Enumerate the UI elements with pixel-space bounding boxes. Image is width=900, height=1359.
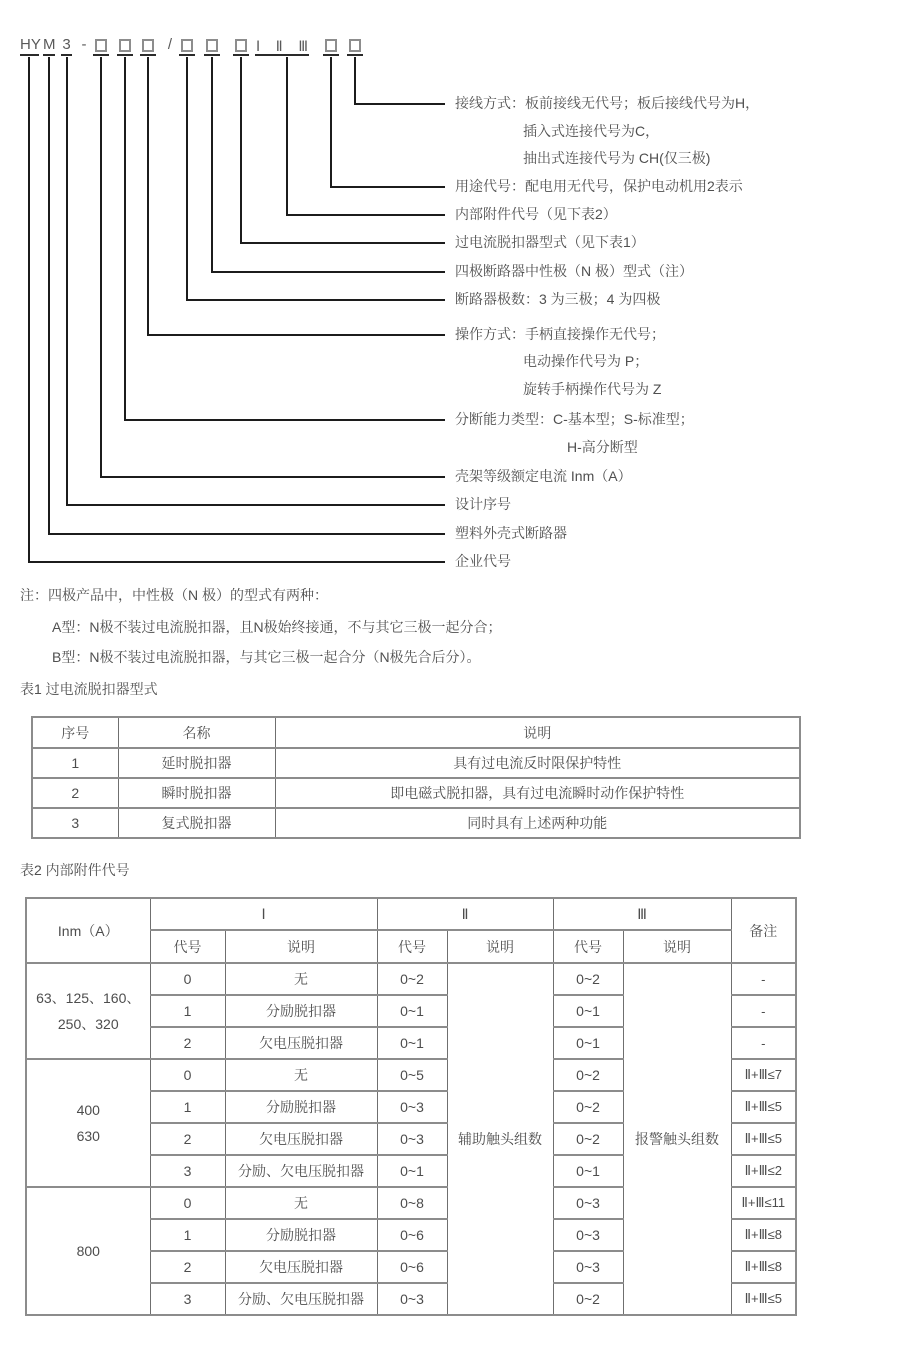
t2-cell: 0~1 [553, 1027, 623, 1059]
t2-cell: 0~1 [377, 1155, 447, 1187]
t1-cell: 3 [32, 808, 118, 838]
t1-cell: 延时脱扣器 [118, 748, 275, 778]
t2-cell: 0~2 [377, 963, 447, 995]
blank-box-icon [181, 39, 193, 52]
inm-line1: 63、125、160、 [36, 990, 141, 1006]
leader-line [147, 57, 149, 336]
t2-cell: 1 [150, 1091, 225, 1123]
t2-cell: 无 [225, 963, 377, 995]
callout-design-serial: 设计序号 [455, 496, 511, 512]
t2-cell: 0 [150, 963, 225, 995]
t2-cell: 分励脱扣器 [225, 995, 377, 1027]
t2-cell: 欠电压脱扣器 [225, 1027, 377, 1059]
table2-header-row1 [26, 898, 796, 930]
leader-line [286, 57, 288, 216]
leader-line [147, 334, 445, 336]
leader-line [66, 504, 445, 506]
note-line1: 注：四极产品中，中性极（N 极）的型式有两种： [20, 587, 328, 603]
leader-line [186, 57, 188, 301]
blank-box-icon [142, 39, 154, 52]
table2-internal-accessory-codes [25, 897, 797, 1316]
leader-line [48, 533, 445, 535]
code-slash: / [167, 36, 173, 53]
t2-aux-contacts-label: 辅助触头组数 [447, 963, 553, 1315]
t2-cell: 分励脱扣器 [225, 1219, 377, 1251]
inm-line2: 630 [76, 1128, 100, 1144]
leader-line [28, 57, 30, 563]
t2-inm-group1 [26, 963, 150, 1059]
t2-cell: 0~6 [377, 1251, 447, 1283]
callout-frame-current: 壳架等级额定电流 Inm（A） [455, 468, 632, 484]
roman-one: Ⅰ [256, 38, 261, 54]
leader-line [240, 242, 445, 244]
t2-subheader-desc: 说明 [225, 930, 377, 963]
blank-box-icon [325, 39, 337, 52]
leader-line [211, 57, 213, 273]
code-box-release-type [233, 37, 249, 56]
leader-line [354, 57, 356, 105]
table-row [32, 748, 800, 778]
t1-header-index: 序号 [32, 717, 118, 748]
t2-remark-cell: Ⅱ+Ⅲ≤5 [731, 1123, 796, 1155]
blank-box-icon [119, 39, 131, 52]
code-box-neutral-type [204, 37, 220, 56]
leader-line [354, 103, 445, 105]
blank-box-icon [95, 39, 107, 52]
t2-cell: 0~1 [553, 995, 623, 1027]
leader-line [66, 57, 68, 506]
t2-cell: 0~3 [377, 1123, 447, 1155]
callout-breaking-line2: H-高分断型 [567, 439, 638, 455]
t2-cell: 分励、欠电压脱扣器 [225, 1155, 377, 1187]
t2-cell: 0~3 [377, 1091, 447, 1123]
leader-line [28, 561, 445, 563]
roman-two: Ⅱ [275, 38, 283, 54]
t2-header-remark: 备注 [731, 898, 796, 963]
t2-cell: 0~5 [377, 1059, 447, 1091]
leader-line [330, 57, 332, 188]
t2-remark-cell: Ⅱ+Ⅲ≤8 [731, 1219, 796, 1251]
code-box-poles [179, 37, 195, 56]
leader-line [100, 57, 102, 478]
t2-cell: 0~2 [553, 1283, 623, 1315]
t2-cell: 0~6 [377, 1219, 447, 1251]
callout-accessory: 内部附件代号（见下表2） [455, 206, 617, 222]
callout-wiring-line3: 抽出式连接代号为 CH(仅三极) [523, 150, 711, 166]
t2-remark-cell: Ⅱ+Ⅲ≤2 [731, 1155, 796, 1187]
t2-header-group3: Ⅲ [553, 898, 731, 930]
leader-line [186, 299, 445, 301]
table1-caption: 表1 过电流脱扣器型式 [20, 681, 158, 697]
t2-inm-group3 [26, 1187, 150, 1315]
t2-inm-group2 [26, 1059, 150, 1187]
t2-cell: 分励、欠电压脱扣器 [225, 1283, 377, 1315]
leader-line [48, 57, 50, 535]
t2-subheader-code: 代号 [150, 930, 225, 963]
t2-cell: 欠电压脱扣器 [225, 1123, 377, 1155]
t2-cell: 欠电压脱扣器 [225, 1251, 377, 1283]
t2-cell: 0~1 [377, 1027, 447, 1059]
t2-header-group1: Ⅰ [150, 898, 377, 930]
table2-caption: 表2 内部附件代号 [20, 862, 130, 878]
note-line3: B型：N极不装过电流脱扣器，与其它三极一起合分（N极先合后分）。 [52, 649, 481, 665]
table-row [26, 963, 796, 995]
table1-header-row [32, 717, 800, 748]
inm-line1: 800 [76, 1243, 100, 1259]
blank-box-icon [349, 39, 361, 52]
t1-cell: 2 [32, 778, 118, 808]
t2-cell: 0~2 [553, 1059, 623, 1091]
t1-cell: 瞬时脱扣器 [118, 778, 275, 808]
t2-cell: 0~2 [553, 963, 623, 995]
t2-remark-cell: - [731, 995, 796, 1027]
leader-line [211, 271, 445, 273]
t2-cell: 1 [150, 1219, 225, 1251]
t2-subheader-desc: 说明 [447, 930, 553, 963]
t2-remark-cell: Ⅱ+Ⅲ≤8 [731, 1251, 796, 1283]
t2-cell: 2 [150, 1251, 225, 1283]
leader-line [124, 57, 126, 421]
code-design-no: 3 [61, 37, 72, 56]
blank-box-icon [235, 39, 247, 52]
t1-header-desc: 说明 [275, 717, 800, 748]
callout-neutral: 四极断路器中性极（N 极）型式（注） [455, 263, 693, 279]
t2-cell: 0~2 [553, 1123, 623, 1155]
leader-line [240, 57, 242, 244]
t2-subheader-desc: 说明 [623, 930, 731, 963]
t2-alarm-contacts-label: 报警触头组数 [623, 963, 731, 1315]
callout-operation-line1: 操作方式：手柄直接操作无代号； [455, 326, 665, 342]
code-box-operation [140, 37, 156, 56]
t2-cell: 0~3 [377, 1283, 447, 1315]
t2-cell: 0 [150, 1059, 225, 1091]
t2-remark-cell: Ⅱ+Ⅲ≤11 [731, 1187, 796, 1219]
t2-remark-cell: Ⅱ+Ⅲ≤7 [731, 1059, 796, 1091]
t2-cell: 0~3 [553, 1251, 623, 1283]
t2-cell: 2 [150, 1123, 225, 1155]
callout-operation-line3: 旋转手柄操作代号为 Z [523, 381, 662, 397]
t2-cell: 0 [150, 1187, 225, 1219]
callout-wiring-line2: 插入式连接代号为C， [523, 123, 660, 139]
callout-company: 企业代号 [455, 553, 511, 569]
t1-cell: 复式脱扣器 [118, 808, 275, 838]
t2-remark-cell: - [731, 963, 796, 995]
inm-line2: 250、320 [57, 1016, 119, 1032]
t2-header-group2: Ⅱ [377, 898, 553, 930]
t2-subheader-code: 代号 [553, 930, 623, 963]
code-dash: - [81, 36, 87, 53]
code-company-letters: HY [20, 37, 39, 56]
callout-breaking-line1: 分断能力类型：C-基本型；S-标准型； [455, 411, 694, 427]
code-box-wiring [347, 37, 363, 56]
callout-poles: 断路器极数：3 为三极；4 为四极 [455, 291, 661, 307]
roman-three: Ⅲ [298, 38, 308, 54]
t2-cell: 1 [150, 995, 225, 1027]
table-row [32, 808, 800, 838]
callout-usage: 用途代号：配电用无代号，保护电动机用2表示 [455, 178, 743, 194]
t2-cell: 0~2 [553, 1091, 623, 1123]
t1-cell: 同时具有上述两种功能 [275, 808, 800, 838]
t1-cell: 1 [32, 748, 118, 778]
t2-cell: 无 [225, 1059, 377, 1091]
t2-cell: 0~3 [553, 1219, 623, 1251]
code-roman-group [255, 37, 309, 56]
inm-line1: 400 [76, 1102, 100, 1118]
table1-overcurrent-release [31, 716, 801, 839]
t2-header-inm: Inm（A） [26, 898, 150, 963]
t2-remark-cell: Ⅱ+Ⅲ≤5 [731, 1091, 796, 1123]
model-code-diagram [0, 0, 900, 580]
t2-remark-cell: - [731, 1027, 796, 1059]
code-type-letter: M [43, 37, 55, 56]
t2-cell: 0~1 [553, 1155, 623, 1187]
code-box-frame-current [93, 37, 109, 56]
t1-cell: 即电磁式脱扣器，具有过电流瞬时动作保护特性 [275, 778, 800, 808]
t2-cell: 无 [225, 1187, 377, 1219]
note-line2: A型：N极不装过电流脱扣器，且N极始终接通，不与其它三极一起分合； [52, 619, 502, 635]
leader-line [286, 214, 445, 216]
leader-line [100, 476, 445, 478]
t2-subheader-code: 代号 [377, 930, 447, 963]
code-box-breaking-capacity [117, 37, 133, 56]
t2-cell: 3 [150, 1155, 225, 1187]
t1-header-name: 名称 [118, 717, 275, 748]
t2-cell: 0~3 [553, 1187, 623, 1219]
leader-line [124, 419, 445, 421]
t2-cell: 0~1 [377, 995, 447, 1027]
callout-wiring-line1: 接线方式：板前接线无代号；板后接线代号为H， [455, 95, 760, 111]
t2-remark-cell: Ⅱ+Ⅲ≤5 [731, 1283, 796, 1315]
blank-box-icon [206, 39, 218, 52]
t2-cell: 3 [150, 1283, 225, 1315]
t1-cell: 具有过电流反时限保护特性 [275, 748, 800, 778]
callout-mccb: 塑料外壳式断路器 [455, 525, 567, 541]
leader-line [330, 186, 445, 188]
t2-cell: 0~8 [377, 1187, 447, 1219]
t2-cell: 分励脱扣器 [225, 1091, 377, 1123]
code-box-usage [323, 37, 339, 56]
callout-release-type: 过电流脱扣器型式（见下表1） [455, 234, 645, 250]
table-row [32, 778, 800, 808]
t2-cell: 2 [150, 1027, 225, 1059]
callout-operation-line2: 电动操作代号为 P； [523, 353, 649, 369]
